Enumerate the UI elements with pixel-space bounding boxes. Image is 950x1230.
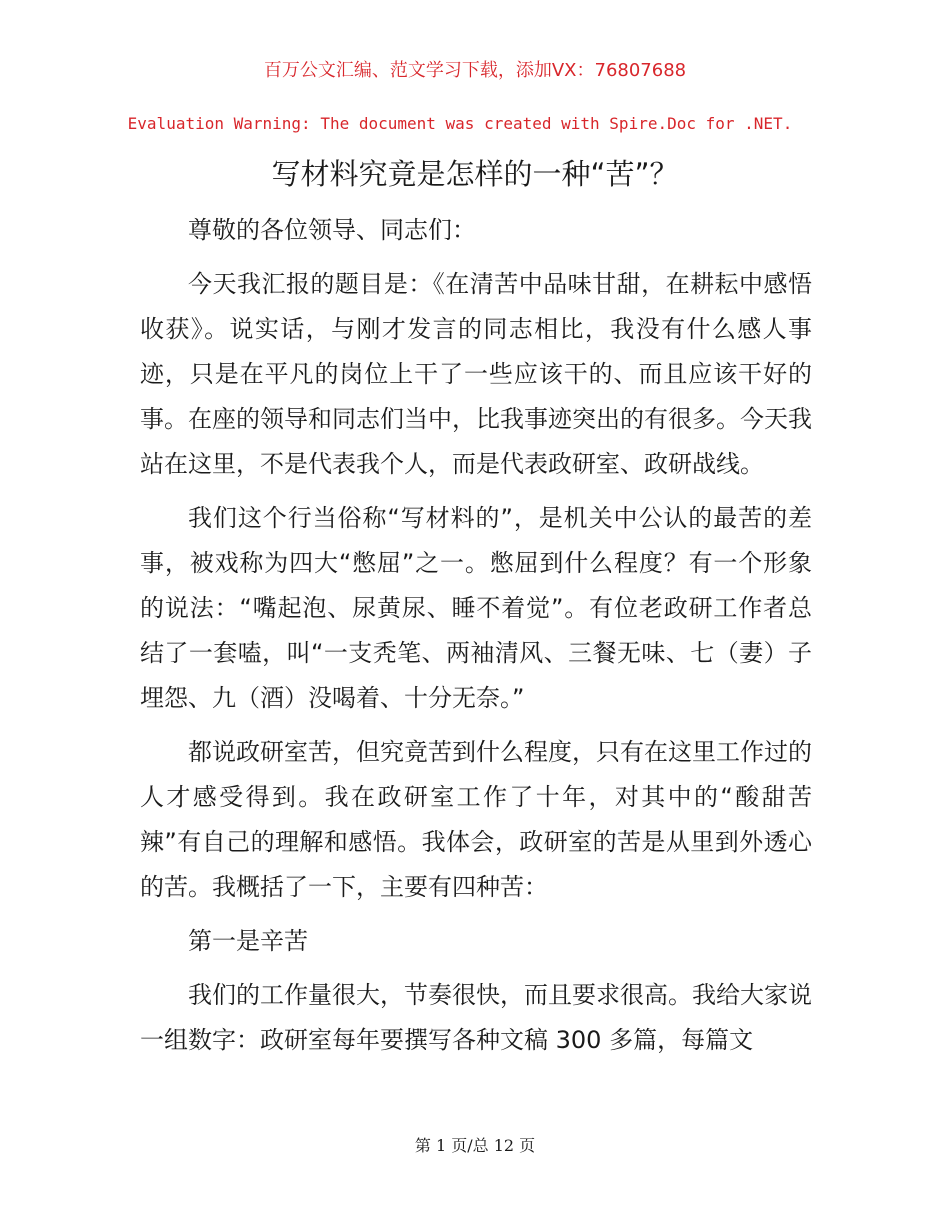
section-heading: 第一是辛苦 (188, 927, 308, 955)
body-paragraph: 今天我汇报的题目是：《在清苦中品味甘甜，在耕耘中感悟收获》。说实话，与刚才发言的同志相比，我没有什么感人事迹，只是在平凡的岗位上干了一些应该干的、而且应该干好的事。在座的领导和同志们当中，比我事迹突出的有很多。今天我站在这里，不是代表我个人，而是代表政研室、政研战线。 (140, 270, 812, 478)
salutation-paragraph: 尊敬的各位领导、同志们： (188, 216, 476, 244)
body-paragraph: 我们这个行当俗称“写材料的”，是机关中公认的最苦的差事，被戏称为四大“憋屈”之一。憋屈到什么程度？有一个形象的说法：“嘴起泡、尿黄尿、睡不着觉”。有位老政研工作者总结了一套嗑，叫“一支秃笔、两袖清风、三餐无味、七（妻）子埋怨、九（酒）没喝着、十分无奈。” (140, 504, 812, 712)
page-indicator: 第 1 页/总 12 页 (414, 1136, 536, 1155)
ad-header-text: 百万公文汇编、范文学习下载，添加VX：76807688 (263, 60, 687, 81)
document-body (140, 208, 812, 1072)
document-title: 写材料究竟是怎样的一种“苦”？ (271, 157, 679, 191)
body-paragraph: 我们的工作量很大，节奏很快，而且要求很高。我给大家说一组数字：政研室每年要撰写各种文稿 300 多篇，每篇文 (140, 981, 812, 1054)
evaluation-warning: Evaluation Warning: The document was created with Spire.Doc for .NET. (127, 114, 793, 133)
body-paragraph: 都说政研室苦，但究竟苦到什么程度，只有在这里工作过的人才感受得到。我在政研室工作了十年，对其中的“酸甜苦辣”有自己的理解和感悟。我体会，政研室的苦是从里到外透心的苦。我概括了一下，主要有四种苦： (140, 738, 812, 901)
